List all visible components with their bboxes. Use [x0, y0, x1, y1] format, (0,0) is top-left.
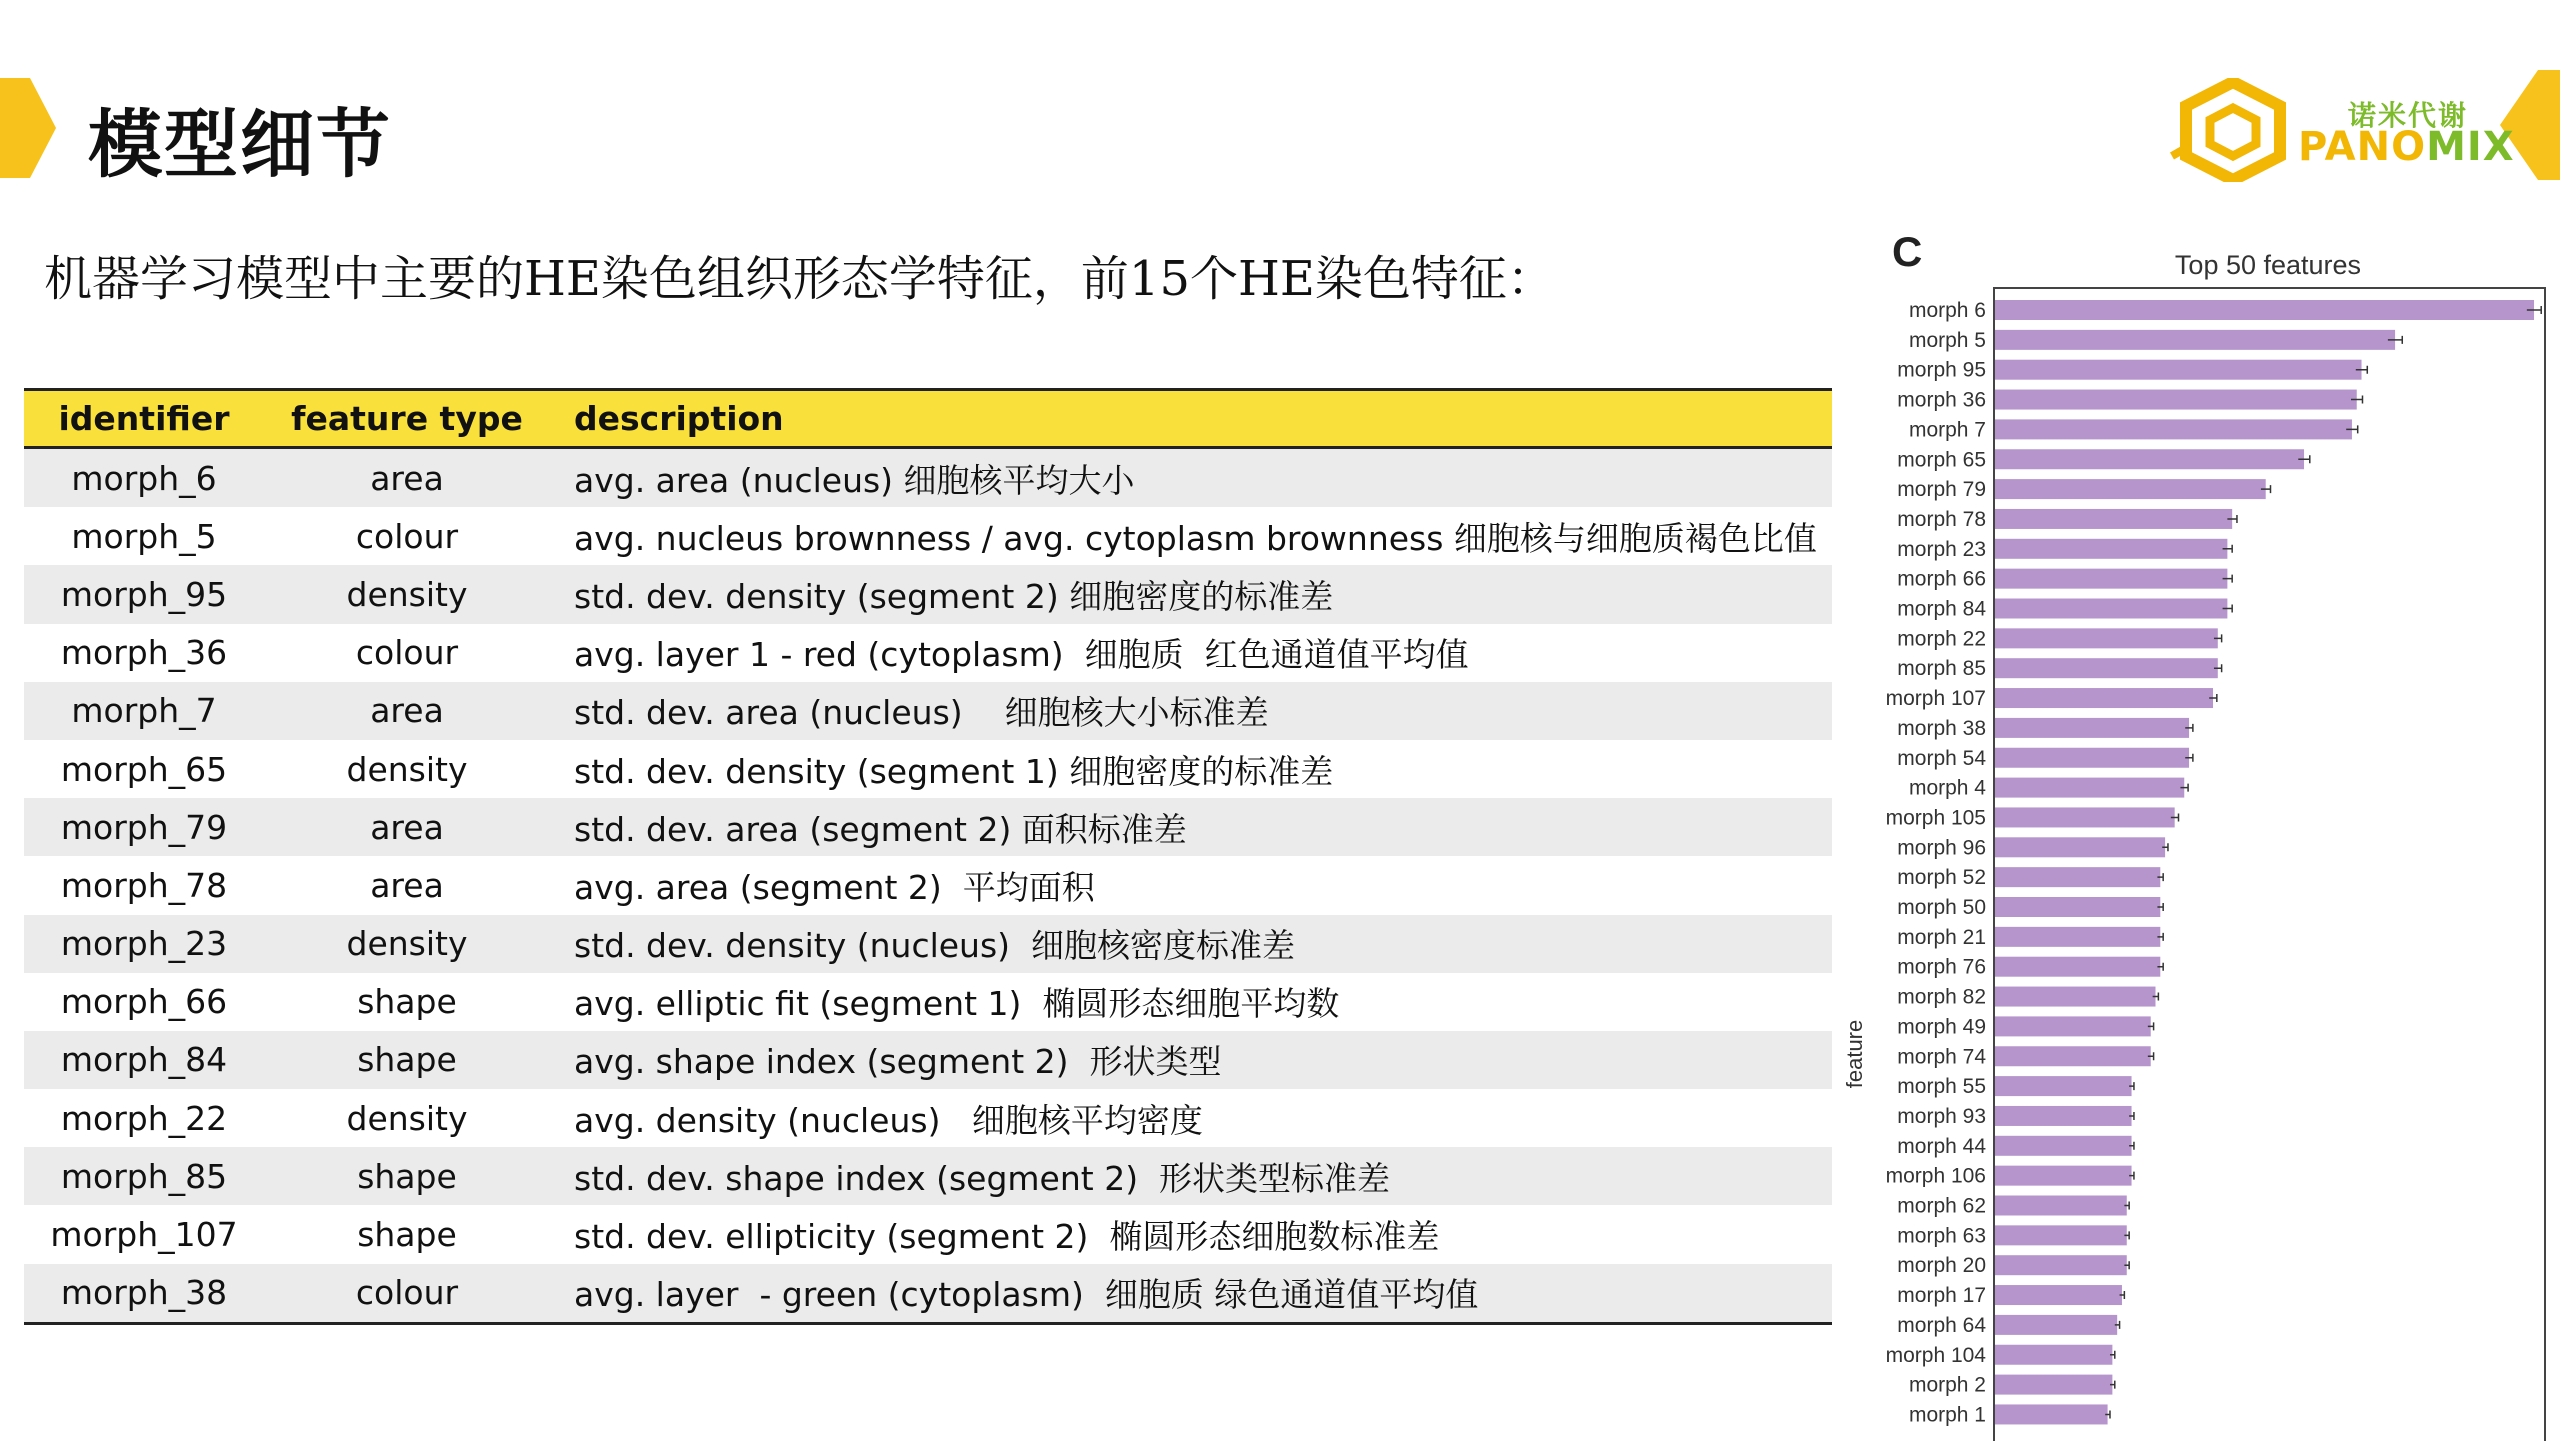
- chart-bar: [1995, 599, 2227, 619]
- table-row: [24, 448, 1832, 508]
- cell-description-text: avg. nucleus brownness / avg. cytoplasm brownness 细胞核与细胞质褐色比值: [574, 518, 1817, 558]
- chart-panel-label: C: [1892, 228, 1923, 275]
- table-row: [24, 1089, 1832, 1147]
- table-row: [24, 565, 1832, 623]
- chart-bar: [1995, 419, 2352, 439]
- chart-category-label: morph 104: [1885, 1343, 1986, 1367]
- chart-category-label: morph 20: [1897, 1254, 1986, 1278]
- chart-category-label: morph 79: [1897, 478, 1986, 502]
- chart-category-label: morph 17: [1897, 1284, 1986, 1308]
- cell-description: [550, 448, 1832, 508]
- chart-bar: [1995, 1046, 2151, 1066]
- cell-identifier: morph_84: [60, 1040, 228, 1080]
- chart-bar: [1995, 927, 2160, 947]
- chart-bar: [1995, 837, 2165, 857]
- chart-bar: [1995, 1345, 2112, 1365]
- cell-identifier: morph_38: [60, 1273, 228, 1313]
- chart-category-label: morph 76: [1897, 955, 1986, 979]
- chart-bar: [1995, 1315, 2117, 1335]
- chart-bar: [1995, 479, 2266, 499]
- chart-category-label: morph 55: [1897, 1075, 1986, 1099]
- chart-bar: [1995, 1404, 2108, 1424]
- cell-feature-type: colour: [355, 633, 459, 673]
- cell-identifier: morph_78: [60, 865, 228, 905]
- cell-identifier: morph_22: [60, 1098, 228, 1138]
- cell-description: [550, 1089, 1832, 1147]
- cell-description-text: avg. density (nucleus) 细胞核平均密度: [574, 1100, 1203, 1140]
- table-row: [24, 1147, 1832, 1205]
- table-row: [24, 1031, 1832, 1089]
- chart-category-label: morph 82: [1897, 985, 1986, 1009]
- chart-category-label: morph 64: [1897, 1313, 1986, 1337]
- table-header-row: [24, 390, 1832, 448]
- cell-description: [550, 798, 1832, 856]
- chart-bar: [1995, 539, 2227, 559]
- cell-description: [550, 565, 1832, 623]
- cell-description: [550, 915, 1832, 973]
- chart-bar: [1995, 1285, 2122, 1305]
- chart-category-label: morph 74: [1897, 1045, 1986, 1069]
- cell-identifier: morph_7: [71, 691, 217, 731]
- cell-description-text: avg. shape index (segment 2) 形状类型: [574, 1042, 1222, 1082]
- chart-title: Top 50 features: [2174, 250, 2362, 280]
- slide-title: 模型细节: [88, 102, 392, 188]
- cell-description: [550, 1205, 1832, 1263]
- chart-category-label: morph 84: [1897, 597, 1986, 621]
- cell-identifier: morph_5: [71, 516, 217, 556]
- cell-description-text: std. dev. area (nucleus) 细胞核大小标准差: [574, 693, 1269, 733]
- chart-bar: [1995, 360, 2362, 380]
- cell-feature-type: area: [370, 807, 444, 847]
- chart-bar: [1995, 509, 2232, 529]
- chart-category-label: morph 52: [1897, 866, 1986, 890]
- cell-feature-type: shape: [357, 982, 457, 1022]
- slide-subtitle: 机器学习模型中主要的HE染色组织形态学特征，前15个HE染色特征：: [44, 251, 1555, 307]
- chart-category-label: morph 78: [1897, 507, 1986, 531]
- chart-category-label: morph 96: [1897, 836, 1986, 860]
- cell-identifier: morph_79: [60, 807, 228, 847]
- table-row: [24, 507, 1832, 565]
- brand-en-part-b: MIX: [2426, 124, 2515, 170]
- cell-identifier: morph_65: [60, 749, 228, 789]
- table-row: [24, 973, 1832, 1031]
- cell-feature-type: shape: [357, 1156, 457, 1196]
- chart-category-label: morph 49: [1897, 1015, 1986, 1039]
- chart-bar: [1995, 1375, 2112, 1395]
- chart-bar: [1995, 867, 2160, 887]
- cell-description: [550, 1031, 1832, 1089]
- header-description: [550, 390, 1832, 448]
- brand-en-part-a: PANO: [2298, 124, 2427, 170]
- cell-identifier: morph_107: [50, 1215, 238, 1255]
- cell-description-text: std. dev. area (segment 2) 面积标准差: [574, 809, 1187, 849]
- cell-feature-type: colour: [355, 1273, 459, 1313]
- panomix-logo: [2168, 78, 2515, 182]
- cell-description-text: std. dev. density (segment 1) 细胞密度的标准差: [574, 751, 1334, 791]
- cell-description: [550, 973, 1832, 1031]
- table-row: [24, 856, 1832, 914]
- cell-description-text: avg. elliptic fit (segment 1) 椭圆形态细胞平均数: [574, 984, 1340, 1024]
- header-feature-type: feature type: [291, 399, 523, 438]
- cell-feature-type: density: [346, 924, 468, 964]
- cell-identifier: morph_36: [60, 633, 228, 673]
- cell-feature-type: area: [370, 458, 444, 498]
- chart-category-label: morph 93: [1897, 1104, 1986, 1128]
- cell-description-text: avg. layer 1 - red (cytoplasm) 细胞质 红色通道值平均值: [574, 635, 1469, 675]
- chart-category-label: morph 6: [1908, 299, 1986, 322]
- brand-chinese-name: 诺米代谢: [2348, 99, 2469, 132]
- feature-table: [24, 388, 1832, 1325]
- chart-bar: [1995, 778, 2184, 798]
- cell-feature-type: area: [370, 691, 444, 731]
- chart-category-label: morph 23: [1897, 537, 1986, 561]
- cell-identifier: morph_6: [71, 458, 217, 498]
- chart-category-label: morph 85: [1897, 657, 1986, 681]
- chart-category-label: morph 36: [1897, 388, 1986, 412]
- header-identifier: identifier: [58, 399, 230, 438]
- chart-category-label: morph 7: [1908, 418, 1986, 442]
- chart-category-label: morph 1: [1908, 1403, 1986, 1427]
- left-chevron-decoration: [0, 78, 56, 178]
- table-row: [24, 798, 1832, 856]
- chart-category-label: morph 38: [1897, 716, 1986, 740]
- cell-feature-type: density: [346, 574, 468, 614]
- cell-description: [550, 856, 1832, 914]
- chart-category-label: morph 50: [1897, 896, 1986, 919]
- chart-category-label: morph 5: [1908, 328, 1986, 352]
- cell-description: [550, 624, 1832, 682]
- chart-bar: [1995, 1225, 2127, 1245]
- chart-bar: [1995, 1196, 2127, 1216]
- table-row: [24, 624, 1832, 682]
- chart-bar: [1995, 449, 2304, 469]
- chart-bar: [1995, 748, 2189, 768]
- top-features-bar-chart: [1840, 228, 2560, 1441]
- chart-category-label: morph 54: [1897, 746, 1986, 770]
- chart-y-axis-label: feature: [1842, 1019, 1867, 1089]
- cell-description: [550, 507, 1832, 565]
- chart-bar: [1995, 1016, 2151, 1036]
- chart-bar: [1995, 718, 2189, 738]
- cell-description-text: avg. layer - green (cytoplasm) 细胞质 绿色通道值平均值: [574, 1275, 1479, 1315]
- chart-category-label: morph 44: [1897, 1134, 1986, 1158]
- cell-description: [550, 740, 1832, 798]
- cell-description: [550, 1264, 1832, 1324]
- chart-category-label: morph 106: [1885, 1164, 1986, 1188]
- chart-category-label: morph 105: [1885, 806, 1986, 830]
- cell-feature-type: colour: [355, 516, 459, 556]
- chart-bar: [1995, 1255, 2127, 1275]
- chart-category-label: morph 22: [1897, 627, 1986, 651]
- chart-bar: [1995, 1166, 2132, 1186]
- table-row: [24, 1205, 1832, 1263]
- cell-identifier: morph_95: [60, 574, 228, 614]
- chart-category-label: morph 66: [1897, 567, 1986, 591]
- cell-identifier: morph_66: [60, 982, 228, 1022]
- table-row: [24, 915, 1832, 973]
- chart-bar: [1995, 807, 2175, 827]
- chart-bar: [1995, 1136, 2132, 1156]
- header-description-text: description: [574, 399, 784, 438]
- chart-category-label: morph 65: [1897, 448, 1986, 472]
- chart-category-label: morph 4: [1908, 776, 1986, 800]
- cell-description-text: std. dev. density (segment 2) 细胞密度的标准差: [574, 576, 1334, 616]
- chart-category-label: morph 95: [1897, 358, 1986, 382]
- chart-category-label: morph 63: [1897, 1224, 1986, 1248]
- chart-category-label: morph 107: [1885, 687, 1986, 711]
- chart-category-label: morph 2: [1908, 1373, 1986, 1397]
- chart-bar: [1995, 390, 2357, 410]
- cell-feature-type: density: [346, 749, 468, 789]
- cell-description-text: avg. area (nucleus) 细胞核平均大小: [574, 460, 1135, 500]
- cell-identifier: morph_85: [60, 1156, 228, 1196]
- cell-identifier: morph_23: [60, 924, 228, 964]
- chart-bar: [1995, 1106, 2132, 1126]
- brand-english-name: [2298, 124, 2515, 170]
- chart-bar: [1995, 300, 2534, 320]
- cell-description-text: std. dev. shape index (segment 2) 形状类型标准差: [574, 1158, 1391, 1198]
- table-row: [24, 682, 1832, 740]
- chart-bar: [1995, 987, 2156, 1007]
- table-row: [24, 740, 1832, 798]
- cell-feature-type: density: [346, 1098, 468, 1138]
- chart-bar: [1995, 658, 2218, 678]
- chart-bar: [1995, 897, 2160, 917]
- cell-feature-type: area: [370, 865, 444, 905]
- chart-bar: [1995, 330, 2395, 350]
- cell-feature-type: shape: [357, 1215, 457, 1255]
- chart-bar: [1995, 688, 2213, 708]
- cell-description: [550, 682, 1832, 740]
- cell-description-text: std. dev. density (nucleus) 细胞核密度标准差: [574, 926, 1296, 966]
- cell-description-text: std. dev. ellipticity (segment 2) 椭圆形态细胞数标准差: [574, 1217, 1440, 1257]
- chart-bar: [1995, 569, 2227, 589]
- cell-feature-type: shape: [357, 1040, 457, 1080]
- hexagon-logo-icon: [2168, 78, 2298, 182]
- chart-bar: [1995, 1076, 2132, 1096]
- cell-description: [550, 1147, 1832, 1205]
- chart-category-label: morph 21: [1897, 925, 1986, 949]
- chart-bar: [1995, 957, 2160, 977]
- chart-category-label: morph 62: [1897, 1194, 1986, 1218]
- chart-bar: [1995, 628, 2218, 648]
- table-row: [24, 1264, 1832, 1324]
- cell-description-text: avg. area (segment 2) 平均面积: [574, 867, 1095, 907]
